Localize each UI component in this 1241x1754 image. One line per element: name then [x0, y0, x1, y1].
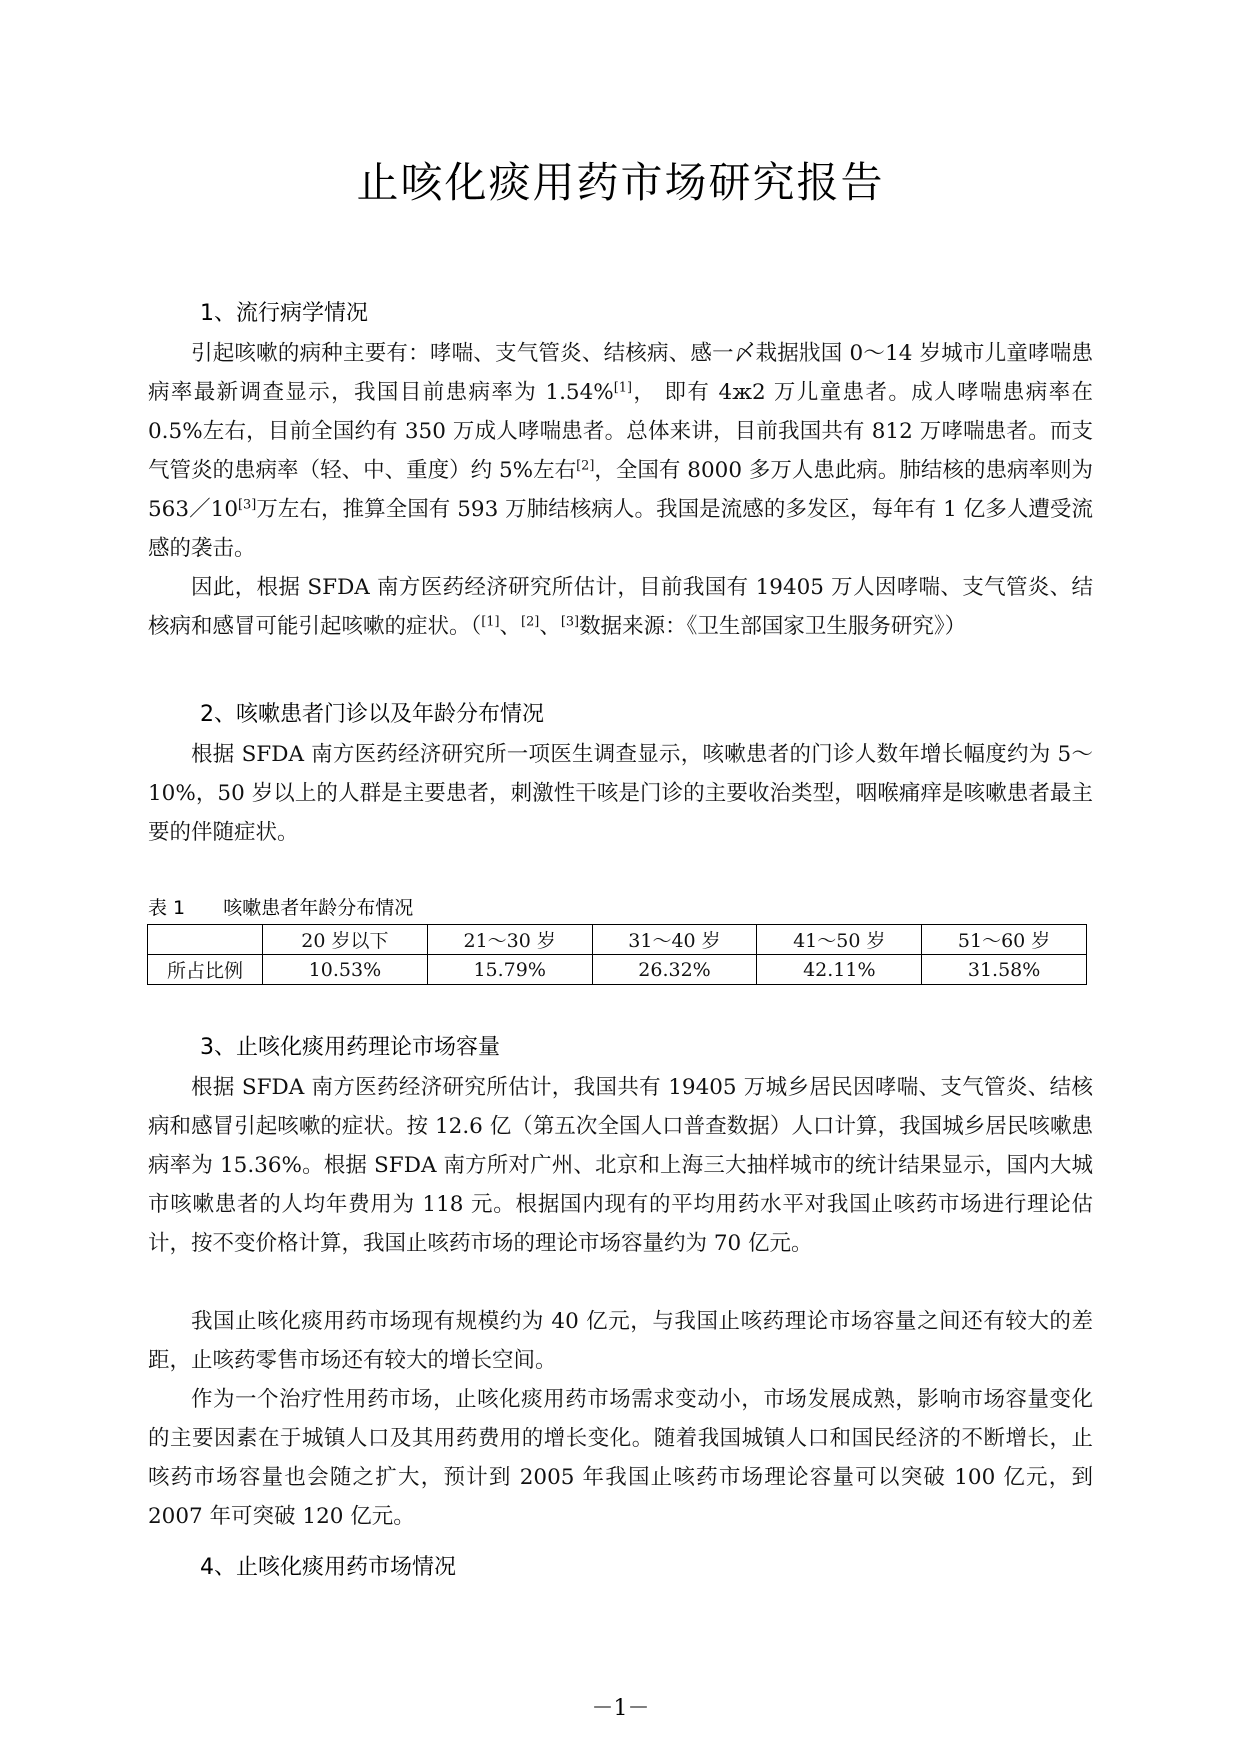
table-header-row [148, 925, 1087, 955]
table-cell: 10.53% [263, 955, 428, 985]
table-cell: 15.79% [427, 955, 592, 985]
table-header-cell: 21～30 岁 [427, 925, 592, 955]
section-1-paragraph-1: 引起咳嗽的病种主要有：哮喘、支气管炎、结核病、感一〆栽据戕国 0～14 岁城市儿童哮喘患病率最新调查显示，我国目前患病率为 1.54%[1]， 即有 4ж2 万儿童患者。成人哮喘患病率在 0.5%左右，目前全国约有 350 万成人哮喘患者。总体来讲，目前我国共有 812 万哮喘患者。而支气管炎的患病率（轻、中、重度）约 5%左右[2]，全国有 8000 多万人患此病。肺结核的患病率则为 563／10[3]万左右，推算全国有 593 万肺结核病人。我国是流感的多发区，每年有 1 亿多人遭受流感的袭击。 [148, 341, 1093, 561]
section-3-paragraph-2: 我国止咳化痰用药市场现有规模约为 40 亿元，与我国止咳药理论市场容量之间还有较大的差距，止咳药零售市场还有较大的增长空间。 [148, 1309, 1093, 1373]
section-3-paragraph-3: 作为一个治疗性用药市场，止咳化痰用药市场需求变动小，市场发展成熟，影响市场容量变化的主要因素在于城镇人口及其用药费用的增长变化。随着我国城镇人口和国民经济的不断增长，止咳药市场容量也会随之扩大，预计到 2005 年我国止咳药市场理论容量可以突破 100 亿元，到 2007 年可突破 120 亿元。 [148, 1387, 1093, 1529]
age-distribution-table [147, 924, 1087, 985]
section-heading-3: 3、止咳化痰用药理论市场容量 [200, 1035, 500, 1060]
table-header-cell [148, 925, 263, 955]
table-header-cell: 20 岁以下 [263, 925, 428, 955]
citation-marker: [1] [613, 380, 632, 396]
citation-marker: [3] [238, 497, 257, 513]
section-2-paragraph-1: 根据 SFDA 南方医药经济研究所一项医生调查显示，咳嗽患者的门诊人数年增长幅度约为 5～10%，50 岁以上的人群是主要患者，刺激性干咳是门诊的主要收治类型，咽喉痛痒是咳嗽患者最主要的伴随症状。 [148, 742, 1093, 845]
table-cell: 42.11% [757, 955, 922, 985]
section-heading-1: 1、流行病学情况 [200, 301, 368, 326]
citation-marker: [2] [576, 458, 595, 474]
table-caption [148, 893, 413, 920]
table-caption-number: 表 1 [148, 897, 186, 919]
citation-marker: [3] [560, 614, 580, 630]
section-heading-4: 4、止咳化痰用药市场情况 [200, 1555, 456, 1580]
citation-marker: [1] [481, 614, 500, 630]
section-heading-2: 2、咳嗽患者门诊以及年龄分布情况 [200, 702, 544, 727]
table-cell: 26.32% [592, 955, 757, 985]
table-header-cell: 31～40 岁 [592, 925, 757, 955]
section-3-paragraph-1: 根据 SFDA 南方医药经济研究所估计，我国共有 19405 万城乡居民因哮喘、支气管炎、结核病和感冒引起咳嗽的症状。按 12.6 亿（第五次全国人口普查数据）人口计算，我国城乡居民咳嗽患病率为 15.36%。根据 SFDA 南方所对广州、北京和上海三大抽样城市的统计结果显示，国内大城市咳嗽患者的人均年费用为 118 元。根据国内现有的平均用药水平对我国止咳药市场进行理论估计，按不变价格计算，我国止咳药市场的理论市场容量约为 70 亿元。 [148, 1075, 1093, 1256]
table-caption-title: 咳嗽患者年龄分布情况 [223, 897, 414, 919]
table-cell: 31.58% [922, 955, 1087, 985]
section-1-paragraph-2: 因此，根据 SFDA 南方医药经济研究所估计，目前我国有 19405 万人因哮喘、支气管炎、结核病和感冒可能引起咳嗽的症状。（[1]、[2]、[3]数据来源：《卫生部国家卫生服务研究》） [148, 575, 1093, 639]
document-title: 止咳化痰用药市场研究报告 [356, 158, 885, 207]
page-number: －1－ [591, 1696, 650, 1721]
table-cell: 所占比例 [148, 955, 263, 985]
table-header-cell: 41～50 岁 [757, 925, 922, 955]
table-row [148, 955, 1087, 985]
table-header-cell: 51～60 岁 [922, 925, 1087, 955]
citation-marker: [2] [521, 614, 540, 630]
